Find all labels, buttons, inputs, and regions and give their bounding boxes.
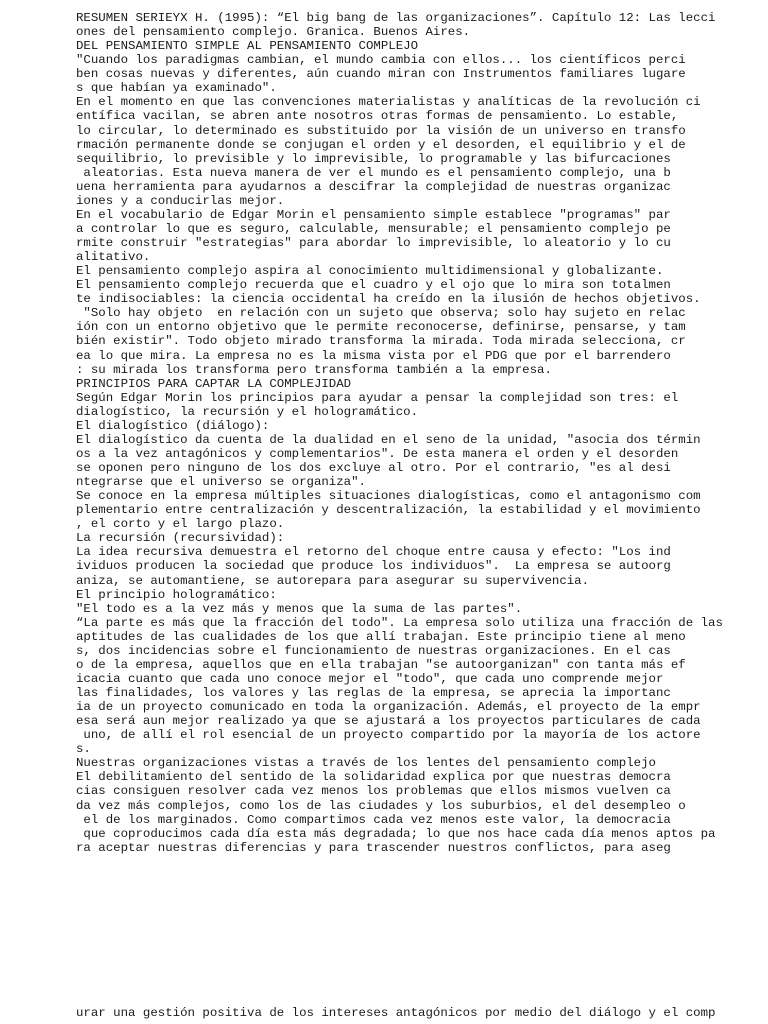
text-line: os a la vez antagónicos y complementarios". De esta manera el orden y el desorden [76,446,679,461]
text-line: iones y a conducirlas mejor. [76,193,285,208]
text-line: ea lo que mira. La empresa no es la misma vista por el PDG que por el barrendero [76,348,671,363]
text-line: El dialogístico da cuenta de la dualidad en el seno de la unidad, "asocia dos términ [76,432,701,447]
text-line: lo circular, lo determinado es substituido por la visión de un universo en transfo [76,123,686,138]
text-line: ia de un proyecto comunicado en toda la organización. Además, el proyecto de la empr [76,700,701,715]
text-line: En el momento en que las convenciones materialistas y analíticas de la revolución ci [76,95,701,110]
text-line: uno, de allí el rol esencial de un proyecto compartido por la mayoría de los actore [76,728,701,743]
text-line: plementario entre centralización y descentralización, la estabilidad y el movimiento [76,503,701,518]
text-line: RESUMEN SERIEYX H. (1995): “El big bang de las organizaciones”. Capítulo 12: Las lecci [76,11,716,25]
text-line: Según Edgar Morin los principios para ayudar a pensar la complejidad son tres: el [76,390,679,405]
text-line: ividuos producen la sociedad que produce los individuos". La empresa se autoorg [76,559,671,574]
text-line: icacia cuanto que cada uno conoce mejor el "todo", que cada uno comprende mejor [76,671,664,686]
text-line: “La parte es más que la fracción del todo". La empresa solo utiliza una fracción de las [76,615,723,630]
document-last-line: urar una gestión positiva de los intereses antagónicos por medio del diálogo y el comp [76,1006,716,1020]
text-line: te indisociables: la ciencia occidental ha creído en la ilusión de hechos objetivos. [76,292,701,307]
text-line: PRINCIPIOS PARA CAPTAR LA COMPLEJIDAD [76,376,352,391]
text-line: el de los marginados. Como compartimos cada vez menos este valor, la democracia [76,812,671,827]
text-line: aptitudes de las cualidades de los que allí trabajan. Este principio tiene al meno [76,629,686,644]
text-line: ntegrarse que el universo se organiza". [76,475,366,490]
text-line: o de la empresa, aquellos que en ella trabajan "se autoorganizan" con tanta más ef [76,657,686,672]
text-line: s que habían ya examinado". [76,81,277,96]
text-line: bién existir". Todo objeto mirado transforma la mirada. Toda mirada selecciona, cr [76,334,686,349]
text-line: Se conoce en la empresa múltiples situaciones dialogísticas, como el antagonismo com [76,489,701,504]
text-line: La recursión (recursividad): [76,531,285,546]
text-line: s. [76,742,91,757]
text-line: "Cuando los paradigmas cambian, el mundo cambia con ellos... los científicos perci [76,53,686,68]
text-line: DEL PENSAMIENTO SIMPLE AL PENSAMIENTO COMPLEJO [76,39,419,54]
text-line: uena herramienta para ayudarnos a descifrar la complejidad de nuestras organizac [76,179,671,194]
text-line: ones del pensamiento complejo. Granica. Buenos Aires. [76,25,471,40]
text-line: cias consiguen resolver cada vez menos los problemas que ellos mismos vuelven ca [76,784,671,799]
text-line: El principio hologramático: [76,587,277,602]
text-line: esa será aun mejor realizado ya que se ajustará a los proyectos particulares de cada [76,714,701,729]
text-line: alitativo. [76,250,151,265]
text-line: da vez más complejos, como los de las ciudades y los suburbios, el del desempleo o [76,798,686,813]
text-line: ión con un entorno objetivo que le permite reconocerse, definirse, pensarse, y tam [76,320,686,335]
text-line: rmite construir "estrategias" para abordar lo imprevisible, lo aleatorio y lo cu [76,236,671,250]
document-body [76,11,766,855]
text-line: se oponen pero ninguno de los dos excluye al otro. Por el contrario, "es al desi [76,461,671,475]
text-line: "Solo hay objeto en relación con un sujeto que observa; solo hay sujeto en relac [76,306,686,321]
text-line: rmación permanente donde se conjugan el orden y el desorden, el equilibrio y el de [76,137,686,152]
text-line: ra aceptar nuestras diferencias y para trascender nuestros conflictos, para aseg [76,840,671,855]
text-line: Nuestras organizaciones vistas a través de los lentes del pensamiento complejo [76,756,656,771]
text-line: , el corto y el largo plazo. [76,517,285,532]
text-line: dialogístico, la recursión y el hologramático. [76,404,419,419]
text-line: La idea recursiva demuestra el retorno del choque entre causa y efecto: "Los ind [76,545,671,560]
text-line: El pensamiento complejo aspira al conocimiento multidimensional y globalizante. [76,264,664,279]
text-line: a controlar lo que es seguro, calculable, mensurable; el pensamiento complejo pe [76,221,671,236]
text-line: aleatorias. Esta nueva manera de ver el mundo es el pensamiento complejo, una b [76,165,671,180]
text-line: sequilibrio, lo previsible y lo imprevisible, lo programable y las bifurcaciones [76,151,671,166]
text-line: ben cosas nuevas y diferentes, aún cuando miran con Instrumentos familiares lugare [76,67,686,82]
text-line: las finalidades, los valores y las reglas de la empresa, se aprecia la importanc [76,686,671,700]
text-line: El dialogístico (diálogo): [76,418,270,433]
text-line: que coproducimos cada día esta más degradada; lo que nos hace cada día menos aptos pa [76,826,716,841]
text-line: s, dos incidencias sobre el funcionamiento de nuestras organizaciones. En el cas [76,643,671,658]
text-line: : su mirada los transforma pero transforma también a la empresa. [76,362,552,377]
text-line: El pensamiento complejo recuerda que el cuadro y el ojo que lo mira son totalmen [76,278,671,293]
text-line: "El todo es a la vez más y menos que la suma de las partes". [76,601,523,616]
text-line: aniza, se automantiene, se autorepara para asegurar su supervivencia. [76,573,590,588]
text-line: En el vocabulario de Edgar Morin el pensamiento simple establece "programas" par [76,207,671,222]
text-line: El debilitamiento del sentido de la solidaridad explica por que nuestras democra [76,770,671,785]
text-line: entífica vacilan, se abren ante nosotros otras formas de pensamiento. Lo estable, [76,109,679,124]
